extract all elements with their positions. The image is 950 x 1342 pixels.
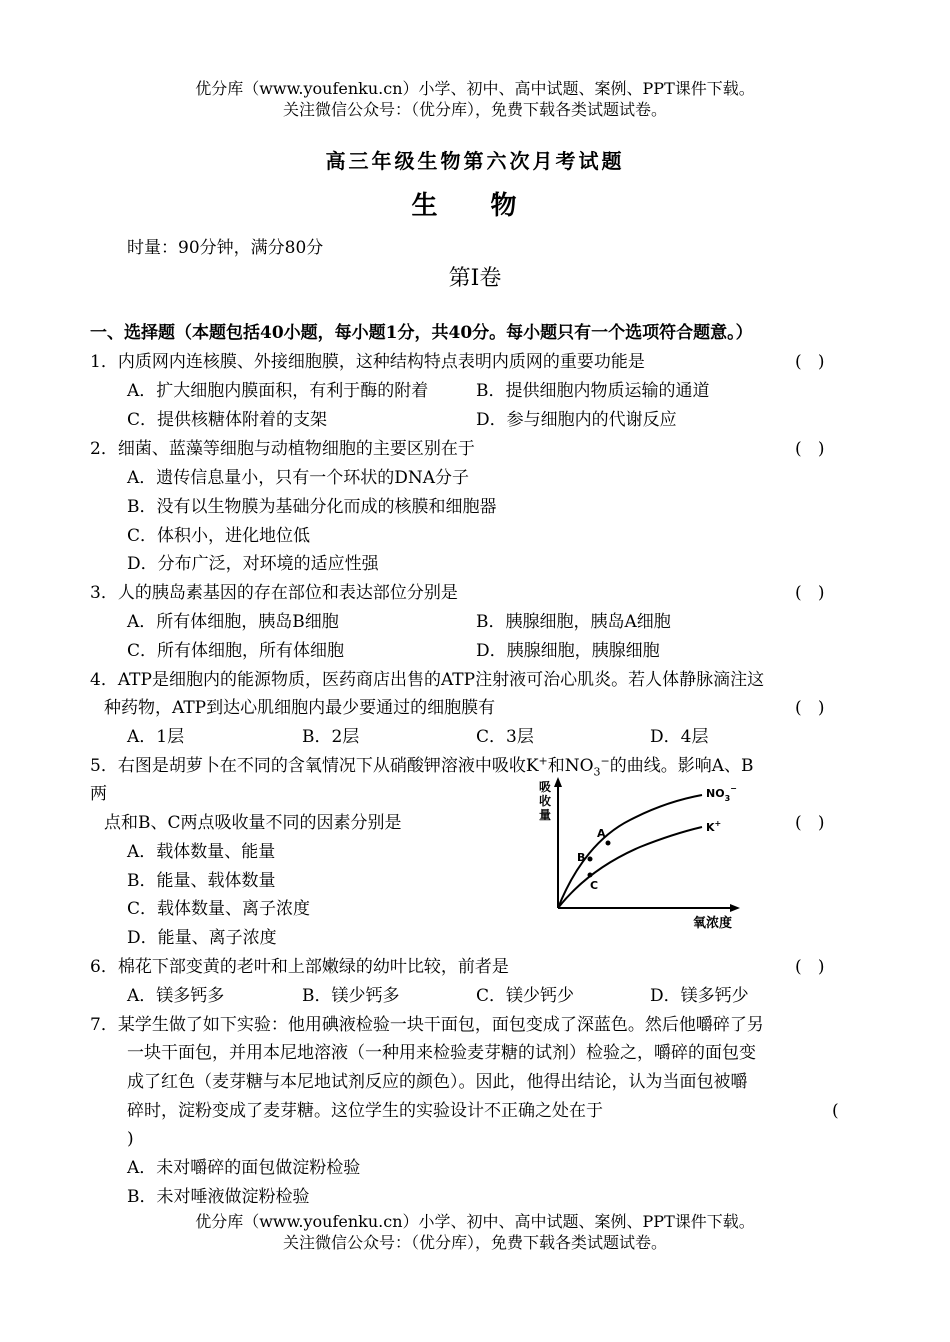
k-curve-label — [706, 819, 721, 834]
q3-answer-blank: ( ) — [795, 583, 825, 603]
q4-answer-blank: ( ) — [795, 698, 825, 718]
absorption-curve-figure — [530, 775, 750, 935]
q3-stem: 3．人的胰岛素基因的存在部位和表达部位分别是 — [90, 583, 458, 603]
no3-label-text: NO — [706, 787, 725, 800]
q1-stem: 1．内质网内连核膜、外接细胞膜，这种结构特点表明内质网的重要功能是 — [90, 352, 645, 372]
subject-title: 生 物 — [411, 191, 539, 221]
q6-option-b: B．镁少钙多 — [302, 986, 400, 1006]
point-b-marker — [588, 857, 593, 862]
no3-label-charge: − — [730, 784, 737, 793]
q5-stem-pre: 5．右图是胡萝卜在不同的含氧情况下从硝酸钾溶液中吸收K — [90, 756, 539, 776]
q3-option-a: A．所有体细胞，胰岛B细胞 — [127, 612, 339, 632]
k-label-text: K — [706, 821, 715, 834]
header-line-2: 关注微信公众号：（优分库），免费下载各类试题试卷。 — [282, 100, 667, 119]
q6-stem: 6．棉花下部变黄的老叶和上部嫩绿的幼叶比较，前者是 — [90, 957, 509, 977]
q1-answer-blank: ( ) — [795, 352, 825, 372]
q6-answer-blank: ( ) — [795, 957, 825, 977]
q1-option-c: C．提供核糖体附着的支架 — [127, 410, 328, 430]
point-a-label: A — [597, 827, 606, 840]
q3-option-d: D．胰腺细胞，胰腺细胞 — [476, 641, 660, 661]
q4-option-b: B．2层 — [302, 727, 360, 747]
point-a-marker — [606, 841, 611, 846]
header-line-1: 优分库（www.youfenku.cn）小学、初中、高中试题、案例、PPT课件下载。 — [195, 79, 755, 98]
y-axis-arrow — [554, 777, 562, 787]
q1-option-a: A．扩大细胞内膜面积，有利于酶的附着 — [127, 381, 429, 401]
q4-option-a: A．1层 — [127, 727, 185, 747]
q7-stem-line-4: 碎时，淀粉变成了麦芽糖。这位学生的实验设计不正确之处在于 — [127, 1101, 603, 1121]
q1-option-b: B．提供细胞内物质运输的通道 — [476, 381, 710, 401]
q7-stem-line-2: 一块干面包，并用本尼地溶液（一种用来检验麦芽糖的试剂）检验之，嚼碎的面包变 — [127, 1043, 756, 1063]
q3-option-b: B．胰腺细胞，胰岛A细胞 — [476, 612, 671, 632]
q5-answer-blank: ( ) — [795, 813, 825, 833]
time-info: 时量：90分钟，满分80分 — [127, 238, 324, 258]
q7-paren-open: ( — [832, 1101, 839, 1121]
q5-option-a: A．载体数量、能量 — [127, 842, 276, 862]
q5-stem-post: 的曲线。影响A、B — [609, 756, 754, 776]
x-axis-arrow — [730, 904, 740, 912]
q5-option-d: D．能量、离子浓度 — [127, 928, 277, 948]
q1-option-d: D．参与细胞内的代谢反应 — [476, 410, 677, 430]
point-c-label: C — [590, 879, 599, 892]
point-c-marker — [588, 873, 593, 878]
volume-title: 第Ⅰ卷 — [448, 266, 502, 291]
q2-option-a: A．遗传信息量小，只有一个环状的DNA分子 — [127, 468, 470, 488]
q2-answer-blank: ( ) — [795, 439, 825, 459]
q5-stem-mid: 和NO — [547, 756, 594, 776]
footer-line-2: 关注微信公众号：（优分库），免费下载各类试题试卷。 — [282, 1233, 667, 1252]
y-label-char-2: 收 — [539, 794, 552, 808]
q6-option-d: D．镁多钙少 — [650, 986, 749, 1006]
q5-option-c: C．载体数量、离子浓度 — [127, 899, 311, 919]
q7-stem-line-3: 成了红色（麦芽糖与本尼地试剂反应的颜色）。因此，他得出结论，认为当面包被嚼 — [127, 1072, 748, 1092]
q4-stem-line-2: 种药物，ATP到达心肌细胞内最少要通过的细胞膜有 — [104, 698, 496, 718]
q7-stem-line-1: 7．某学生做了如下实验：他用碘液检验一块干面包，面包变成了深蓝色。然后他嚼碎了另 — [90, 1015, 764, 1035]
footer-line-1: 优分库（www.youfenku.cn）小学、初中、高中试题、案例、PPT课件下载。 — [195, 1212, 755, 1231]
section-heading: 一、选择题（本题包括40小题，每小题1分，共40分。每小题只有一个选项符合题意。） — [90, 323, 753, 343]
q4-stem-line-1: 4．ATP是细胞内的能源物质，医药商店出售的ATP注射液可治心肌炎。若人体静脉滴注这 — [90, 670, 765, 690]
q2-option-d: D．分布广泛，对环境的适应性强 — [127, 554, 379, 574]
q6-option-c: C．镁少钙少 — [476, 986, 575, 1006]
q7-option-a: A．未对嚼碎的面包做淀粉检验 — [127, 1158, 361, 1178]
q4-option-d: D．4层 — [650, 727, 709, 747]
y-label-char-3: 量 — [539, 808, 552, 822]
q6-option-a: A．镁多钙多 — [127, 986, 225, 1006]
no3-label-subscript: 3 — [724, 794, 731, 803]
page-title: 高三年级生物第六次月考试题 — [325, 149, 625, 173]
q5-stem-line-2: 两 — [90, 784, 107, 804]
point-b-label: B — [577, 851, 586, 864]
q5-no3-subscript: 3 — [593, 765, 601, 779]
q2-option-b: B．没有以生物膜为基础分化而成的核膜和细胞器 — [127, 497, 497, 517]
q4-option-c: C．3层 — [476, 727, 534, 747]
q7-paren-close: ) — [127, 1129, 134, 1149]
x-label: 氧浓度 — [693, 916, 733, 931]
k-label-charge: + — [714, 819, 722, 828]
q3-option-c: C．所有体细胞，所有体细胞 — [127, 641, 345, 661]
q5-no3-charge: − — [600, 754, 610, 768]
q5-k-charge: + — [538, 754, 548, 768]
y-label-char-1: 吸 — [539, 780, 552, 794]
q5-stem-line-3: 点和B、C两点吸收量不同的因素分别是 — [104, 813, 402, 833]
q2-option-c: C．体积小，进化地位低 — [127, 526, 311, 546]
q2-stem: 2．细菌、蓝藻等细胞与动植物细胞的主要区别在于 — [90, 439, 475, 459]
q5-stem-line-1 — [90, 755, 754, 777]
q7-option-b: B．未对唾液做淀粉检验 — [127, 1187, 310, 1207]
q5-option-b: B．能量、载体数量 — [127, 871, 276, 891]
no3-curve-label — [706, 784, 737, 803]
